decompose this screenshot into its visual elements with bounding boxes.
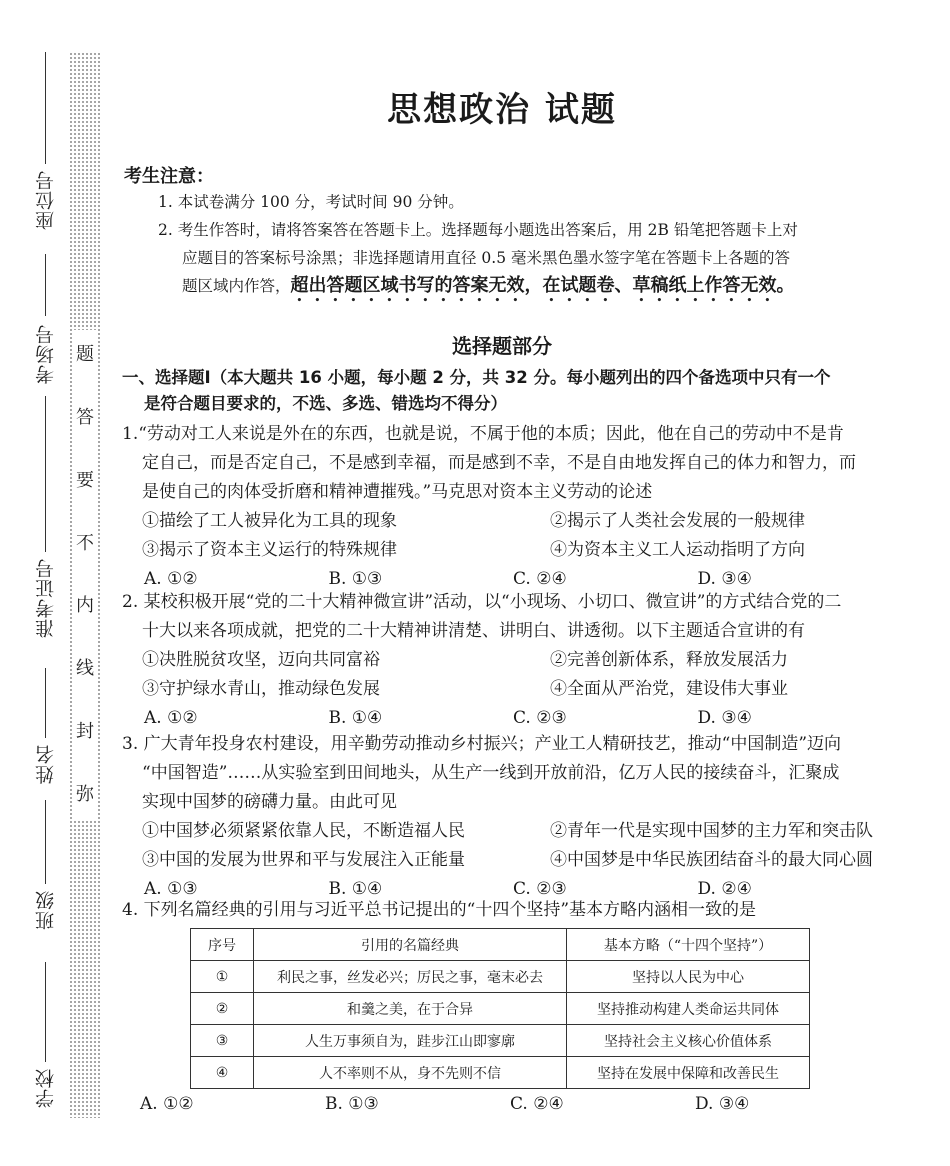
notice-emphasis: 超出答题区域书写的答案无效，在试题卷、草稿纸上作答无效。	[290, 275, 795, 296]
question-stem: 十大以来各项成就，把党的二十大精神讲清楚、讲明白、讲透彻。以下主题适合宣讲的有	[142, 621, 805, 641]
question-stem: “中国智造”……从实验室到田间地头，从生产一线到开放前沿，亿万人民的接续奋斗，汇聚成	[142, 763, 840, 783]
part-heading-line: 是符合题目要求的，不选、多选、错选均不得分）	[144, 394, 507, 413]
answer-choice-d[interactable]: D. ③④	[697, 708, 752, 728]
table-cell: 坚持推动构建人类命运共同体	[567, 993, 810, 1025]
reference-table	[190, 928, 810, 1089]
question-stem: 3. 广大青年投身农村建设，用辛勤劳动推动乡村振兴；产业工人精研技艺，推动“中国制造”迈向	[122, 734, 842, 754]
table-cell: 坚持社会主义核心价值体系	[567, 1025, 810, 1057]
table-cell: 和羹之美，在于合异	[254, 993, 567, 1025]
question-4-choices	[140, 1094, 880, 1114]
question-4	[122, 896, 882, 925]
table-cell: 利民之事，丝发必兴；厉民之事，毫末必去	[254, 961, 567, 993]
name-field[interactable]	[28, 668, 64, 798]
answer-choice-d[interactable]: D. ③④	[695, 1094, 750, 1114]
question-stem: 实现中国梦的磅礴力量。由此可见	[142, 792, 397, 812]
answer-choice-a[interactable]: A. ①③	[144, 879, 198, 899]
class-label: 班级	[35, 890, 57, 930]
table-row	[191, 961, 810, 993]
question-stem: 定自己，而是否定自己，不是感到幸福，而是感到不幸，不是自由地发挥自己的体力和智力，而	[142, 453, 856, 473]
answer-choice-d[interactable]: D. ②④	[697, 879, 752, 899]
seal-char: 题	[76, 344, 94, 365]
table-header: 基本方略（“十四个坚持”）	[567, 929, 810, 961]
question-3	[122, 730, 882, 904]
statement-option: ③揭示了资本主义运行的特殊规律	[142, 540, 397, 560]
school-field[interactable]	[28, 962, 64, 1132]
notice-line: 1. 本试卷满分 100 分，考试时间 90 分钟。	[158, 193, 464, 211]
question-2	[122, 588, 882, 733]
answer-choice-c[interactable]: C. ②④	[510, 1094, 564, 1114]
statement-option: ②揭示了人类社会发展的一般规律	[550, 511, 805, 531]
table-cell: ④	[191, 1057, 254, 1089]
table-cell: 人不率则不从，身不先则不信	[254, 1057, 567, 1089]
table-cell: 坚持在发展中保障和改善民生	[567, 1057, 810, 1089]
part-heading-line: 一、选择题Ⅰ（本大题共 16 小题，每小题 2 分，共 32 分。每小题列出的四个备选项中只有一个	[122, 368, 831, 387]
notice-text: 题区域内作答，	[182, 277, 291, 295]
question-1	[122, 420, 882, 594]
table-row	[191, 1057, 810, 1089]
seal-char: 不	[76, 532, 94, 554]
question-stem: 2. 某校积极开展“党的二十大精神微宣讲”活动，以“小现场、小切口、微宣讲”的方式结合党的二	[122, 592, 842, 612]
table-cell: ③	[191, 1025, 254, 1057]
answer-choice-c[interactable]: C. ②③	[513, 879, 567, 899]
statement-option: ①决胜脱贫攻坚，迈向共同富裕	[142, 650, 380, 670]
statement-option: ①描绘了工人被异化为工具的现象	[142, 511, 397, 531]
seal-char: 要	[76, 469, 94, 491]
answer-choice-a[interactable]: A. ①②	[144, 708, 198, 728]
notice-line	[158, 272, 898, 306]
statement-option: ④中国梦是中华民族团结奋斗的最大同心圆	[550, 850, 873, 870]
statement-option: ②完善创新体系，释放发展活力	[550, 650, 788, 670]
exam-room-field[interactable]	[28, 254, 64, 394]
seal-char: 弥	[76, 783, 94, 805]
class-field[interactable]	[28, 800, 64, 960]
table-header: 引用的名篇经典	[254, 929, 567, 961]
statement-option: ④全面从严治党，建设伟大事业	[550, 679, 788, 699]
exam-room-label: 考场号	[35, 324, 57, 384]
table-cell: 人生万事须自为，跬步江山即寥廓	[254, 1025, 567, 1057]
admission-number-label: 准考证号	[35, 558, 57, 638]
seat-number-label: 座位号	[35, 170, 57, 230]
answer-choice-b[interactable]: B. ①④	[328, 879, 383, 899]
statement-option: ③守护绿水青山，推动绿色发展	[142, 679, 380, 699]
name-label: 姓名	[35, 744, 57, 784]
answer-choice-d[interactable]: D. ③④	[697, 569, 752, 589]
table-row	[191, 1025, 810, 1057]
question-stem: 是使自己的肉体受折磨和精神遭摧残。”马克思对资本主义劳动的论述	[142, 482, 653, 502]
seat-number-field[interactable]	[28, 52, 64, 252]
answer-choice-a[interactable]: A. ①②	[140, 1094, 194, 1114]
section-title: 选择题部分	[452, 334, 552, 358]
answer-choice-a[interactable]: A. ①②	[144, 569, 198, 589]
table-header: 序号	[191, 929, 254, 961]
seal-char: 内	[76, 595, 94, 617]
answer-choice-c[interactable]: C. ②④	[513, 569, 567, 589]
table-cell: ②	[191, 993, 254, 1025]
notice-line: 2. 考生作答时，请将答案答在答题卡上。选择题每小题选出答案后，用 2B 铅笔把答题卡上对	[158, 221, 798, 239]
answer-choice-c[interactable]: C. ②③	[513, 708, 567, 728]
notice-line: 应题目的答案标号涂黑；非选择题请用直径 0.5 毫米黑色墨水签字笔在答题卡上各题的答	[182, 249, 791, 267]
seal-char: 线	[76, 658, 94, 680]
admission-number-field[interactable]	[28, 396, 64, 666]
seal-char: 封	[76, 721, 94, 743]
page-title: 思想政治 试题	[387, 90, 617, 130]
answer-choice-b[interactable]: B. ①③	[325, 1094, 379, 1114]
school-label: 学校	[35, 1068, 57, 1108]
statement-option: ③中国的发展为世界和平与发展注入正能量	[142, 850, 465, 870]
question-stem: 4. 下列名篇经典的引用与习近平总书记提出的“十四个坚持”基本方略内涵相一致的是	[122, 900, 757, 920]
statement-option: ④为资本主义工人运动指明了方向	[550, 540, 805, 560]
notice-heading: 考生注意：	[124, 166, 214, 187]
statement-option: ②青年一代是实现中国梦的主力军和突击队	[550, 821, 873, 841]
seal-char: 答	[76, 406, 94, 428]
table-row	[191, 993, 810, 1025]
answer-choice-b[interactable]: B. ①④	[328, 708, 383, 728]
table-header-row	[191, 929, 810, 961]
seal-notice	[72, 330, 98, 820]
table-cell: ①	[191, 961, 254, 993]
statement-option: ①中国梦必须紧紧依靠人民，不断造福人民	[142, 821, 465, 841]
binding-margin	[0, 0, 112, 1166]
table-cell: 坚持以人民为中心	[567, 961, 810, 993]
answer-choice-b[interactable]: B. ①③	[328, 569, 383, 589]
question-stem: 1.“劳动对工人来说是外在的东西，也就是说，不属于他的本质；因此，他在自己的劳动中不是肯	[122, 424, 844, 444]
